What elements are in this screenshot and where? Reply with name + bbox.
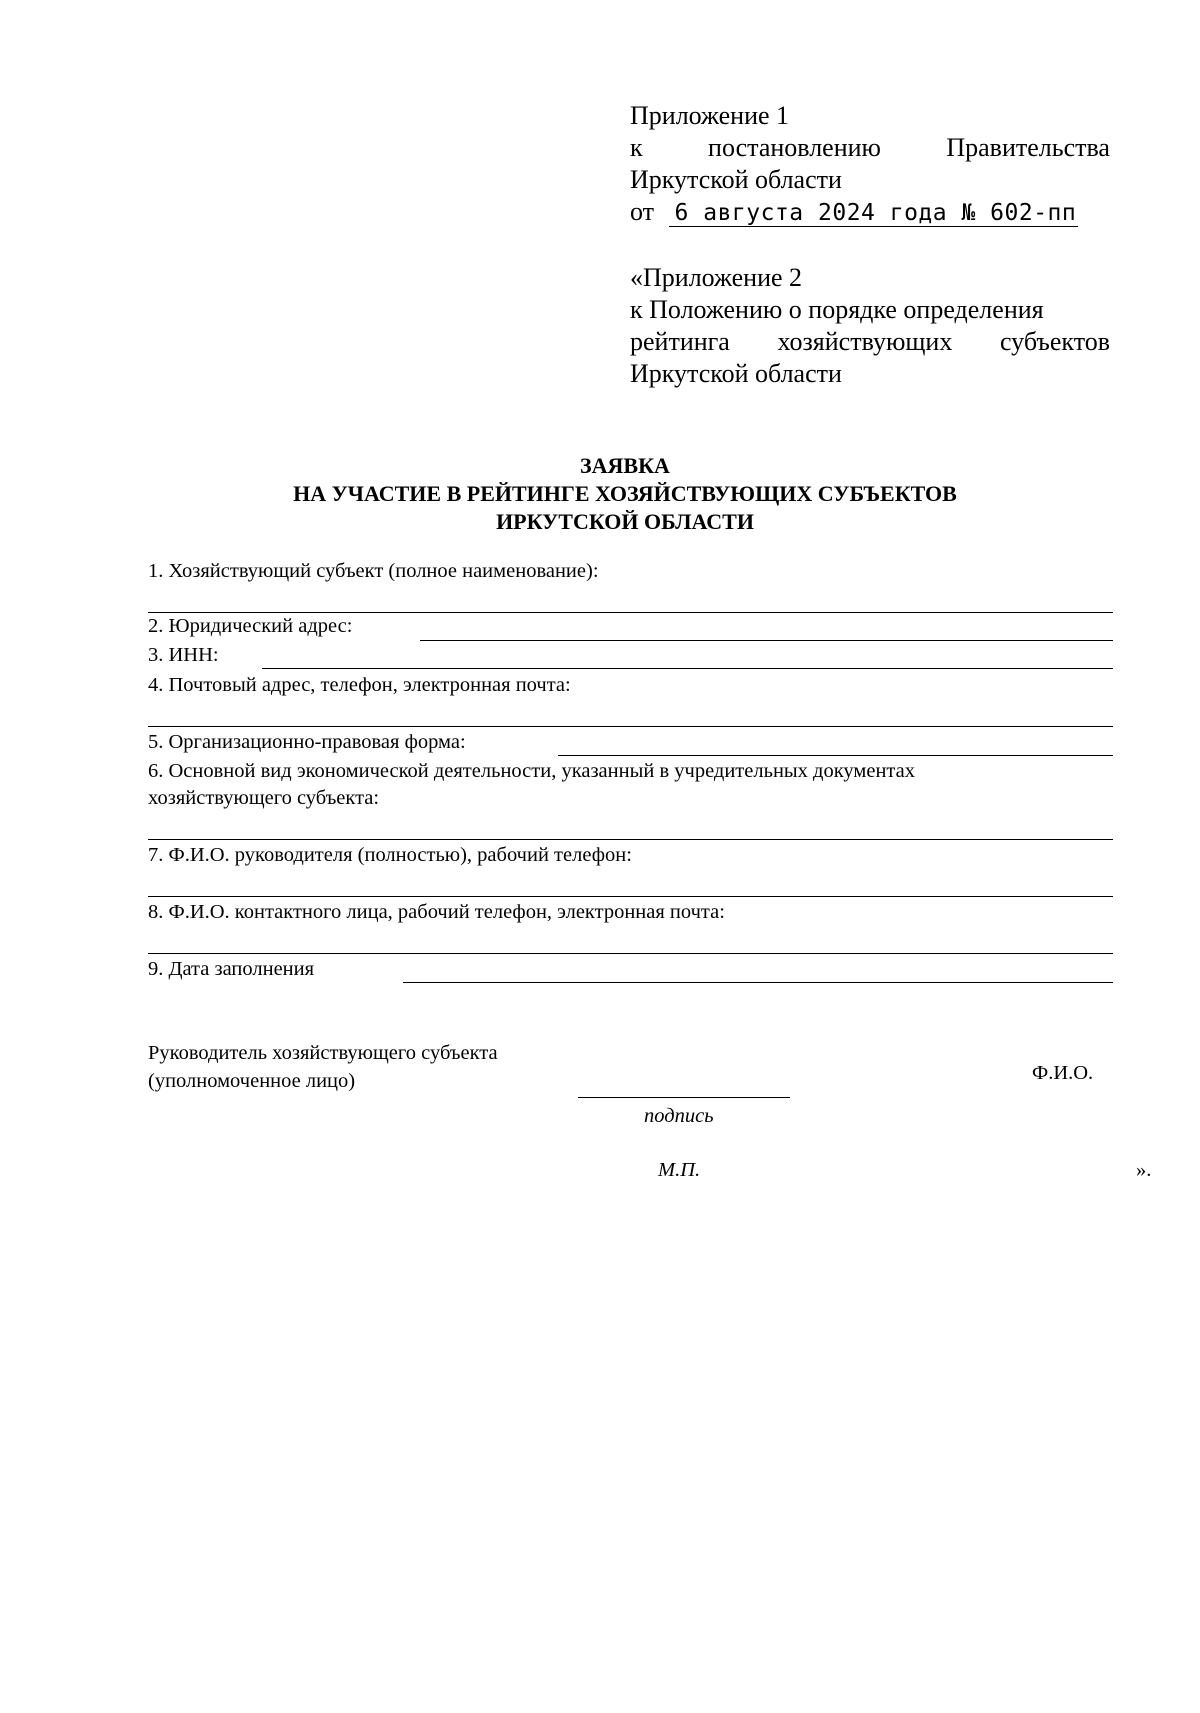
- field-2-label: 2. Юридический адрес:: [148, 615, 353, 637]
- appendix-ref-line: [630, 132, 1110, 164]
- appendix-date-prefix: от: [630, 197, 655, 226]
- field-3-line[interactable]: [262, 668, 1113, 669]
- document-title: [150, 452, 1100, 536]
- signatory-fio: Ф.И.О.: [1032, 1062, 1094, 1084]
- field-8-label: 8. Ф.И.О. контактного лица, рабочий телефон, электронная почта:: [148, 901, 725, 923]
- title-line-1: ЗАЯВКА: [580, 453, 670, 478]
- field-3-label: 3. ИНН:: [148, 644, 219, 666]
- annex-rating-line: [630, 326, 1110, 358]
- field-5-label: 5. Организационно-правовая форма:: [148, 731, 466, 753]
- field-6-label-line-2: хозяйствующего субъекта:: [148, 787, 380, 809]
- signatory-title-line-2: (уполномоченное лицо): [148, 1070, 356, 1092]
- annex-word-entities: субъектов: [999, 327, 1110, 356]
- appendix-region: Иркутской области: [630, 165, 842, 194]
- signatory-title-line-1: Руководитель хозяйствующего субъекта: [148, 1042, 498, 1064]
- field-8-line[interactable]: [148, 953, 1113, 954]
- signature-caption: подпись: [644, 1105, 714, 1127]
- field-9-label: 9. Дата заполнения: [148, 958, 315, 980]
- field-4-label: 4. Почтовый адрес, телефон, электронная почта:: [148, 674, 571, 696]
- title-line-3: ИРКУТСКОЙ ОБЛАСТИ: [496, 509, 754, 534]
- annex-region: Иркутской области: [630, 359, 842, 388]
- field-6-line[interactable]: [148, 839, 1113, 840]
- closing-quote: ».: [1136, 1159, 1152, 1181]
- appendix-header: [630, 100, 1110, 229]
- appendix-ref-government: Правительства: [946, 133, 1110, 162]
- field-7-label: 7. Ф.И.О. руководителя (полностью), рабочий телефон:: [148, 844, 632, 866]
- annex-header: [630, 262, 1110, 390]
- appendix-ref-k: к: [630, 133, 643, 162]
- appendix-date-stamp: 6 августа 2024 года № 602-пп: [669, 200, 1079, 227]
- appendix-ref-decree: постановлению: [708, 133, 881, 162]
- appendix-date-line: [630, 196, 1110, 229]
- annex-number: «Приложение 2: [630, 263, 803, 292]
- title-line-2: НА УЧАСТИЕ В РЕЙТИНГЕ ХОЗЯЙСТВУЮЩИХ СУБЪЕКТОВ: [293, 481, 957, 506]
- annex-word-economic: хозяйствующих: [777, 327, 953, 356]
- appendix-number: Приложение 1: [630, 101, 790, 130]
- field-1-label: 1. Хозяйствующий субъект (полное наименование):: [148, 560, 599, 582]
- stamp-place: М.П.: [658, 1159, 701, 1181]
- annex-regulation: к Положению о порядке определения: [630, 295, 1044, 324]
- field-5-line[interactable]: [558, 755, 1113, 756]
- annex-word-rating: рейтинга: [630, 327, 730, 356]
- field-6-label-line-1: 6. Основной вид экономической деятельности, указанный в учредительных документах: [148, 760, 915, 782]
- field-7-line[interactable]: [148, 896, 1113, 897]
- signature-line[interactable]: [578, 1097, 790, 1098]
- field-4-line[interactable]: [148, 726, 1113, 727]
- field-2-line[interactable]: [420, 640, 1113, 641]
- field-9-line[interactable]: [403, 982, 1113, 983]
